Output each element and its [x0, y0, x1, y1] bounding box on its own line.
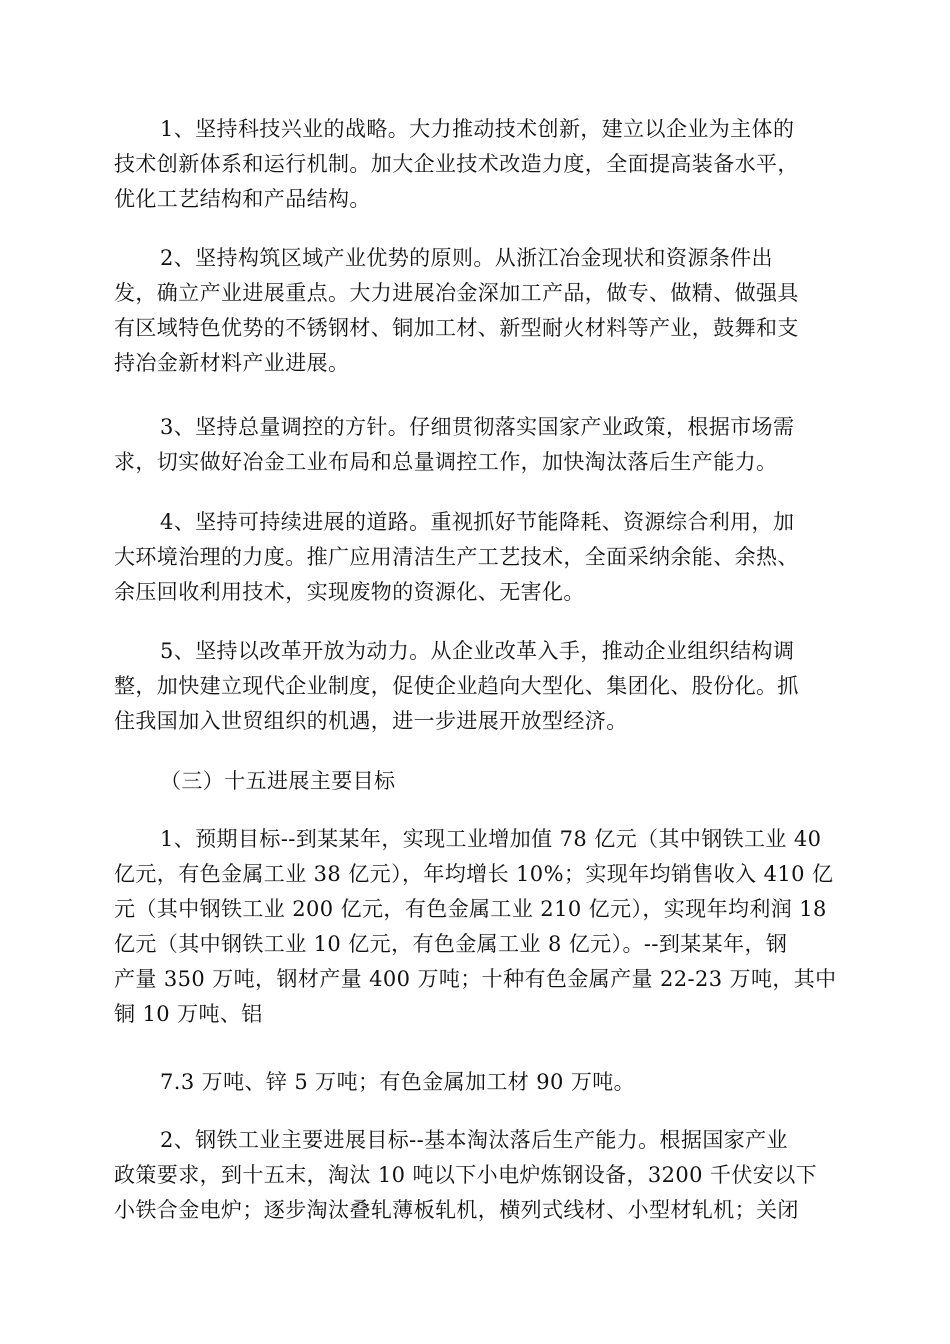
paragraph-reform	[114, 634, 834, 739]
paragraph-regional-advantage	[114, 241, 834, 381]
text-line: 持冶金新材料产业进展。	[114, 351, 350, 375]
paragraph-expected-targets	[114, 822, 837, 1032]
text-line: 住我国加入世贸组织的机遇，进一步进展开放型经济。	[114, 709, 628, 733]
text-line: 元（其中钢铁工业 200 亿元，有色金属工业 210 亿元），实现年均利润 18	[114, 897, 827, 921]
paragraph-total-control	[114, 410, 834, 480]
text-line: 有区域特色优势的不锈钢材、铜加工材、新型耐火材料等产业，鼓舞和支	[114, 316, 799, 340]
text-line: 亿元，有色金属工业 38 亿元），年均增长 10%；实现年均销售收入 410 亿	[114, 862, 834, 886]
text-line: 整，加快建立现代企业制度，促使企业趋向大型化、集团化、股份化。抓	[114, 674, 799, 698]
paragraph-steel-targets	[114, 1123, 834, 1228]
paragraph-science-tech	[114, 112, 834, 217]
text-line: 余压回收利用技术，实现废物的资源化、无害化。	[114, 580, 585, 604]
text-line: 铜 10 万吨、铝	[114, 1002, 263, 1026]
text-line: 政策要求，到十五末，淘汰 10 吨以下小电炉炼钢设备，3200 千伏安以下	[114, 1163, 817, 1187]
text-line: 1、坚持科技兴业的战略。大力推动技术创新，建立以企业为主体的	[160, 117, 795, 141]
text-line: （三）十五进展主要目标	[160, 769, 396, 793]
text-line: 1、预期目标--到某某年，实现工业增加值 78 亿元（其中钢铁工业 40	[160, 827, 822, 851]
text-line: 2、钢铁工业主要进展目标--基本淘汰落后生产能力。根据国家产业	[160, 1128, 788, 1152]
paragraph-continuation	[114, 1065, 834, 1100]
text-line: 7.3 万吨、锌 5 万吨；有色金属加工材 90 万吨。	[160, 1070, 636, 1094]
text-line: 小铁合金电炉；逐步淘汰叠轧薄板轧机，横列式线材、小型材轧机；关闭	[114, 1198, 799, 1222]
text-line: 求，切实做好冶金工业布局和总量调控工作，加快淘汰落后生产能力。	[114, 450, 778, 474]
text-line: 2、坚持构筑区域产业优势的原则。从浙江冶金现状和资源条件出	[160, 246, 773, 270]
text-line: 优化工艺结构和产品结构。	[114, 187, 371, 211]
text-line: 技术创新体系和运行机制。加大企业技术改造力度，全面提高装备水平，	[114, 152, 799, 176]
text-line: 3、坚持总量调控的方针。仔细贯彻落实国家产业政策，根据市场需	[160, 415, 795, 439]
text-line: 大环境治理的力度。推广应用清洁生产工艺技术，全面采纳余能、余热、	[114, 545, 799, 569]
text-line: 产量 350 万吨，钢材产量 400 万吨；十种有色金属产量 22-23 万吨，其中	[114, 967, 837, 991]
section-heading	[114, 764, 834, 799]
text-line: 亿元（其中钢铁工业 10 亿元，有色金属工业 8 亿元）。--到某某年，钢	[114, 932, 788, 956]
text-line: 5、坚持以改革开放为动力。从企业改革入手，推动企业组织结构调	[160, 639, 795, 663]
text-line: 发，确立产业进展重点。大力进展冶金深加工产品，做专、做精、做强具	[114, 281, 799, 305]
paragraph-sustainable	[114, 505, 834, 610]
text-line: 4、坚持可持续进展的道路。重视抓好节能降耗、资源综合利用，加	[160, 510, 795, 534]
